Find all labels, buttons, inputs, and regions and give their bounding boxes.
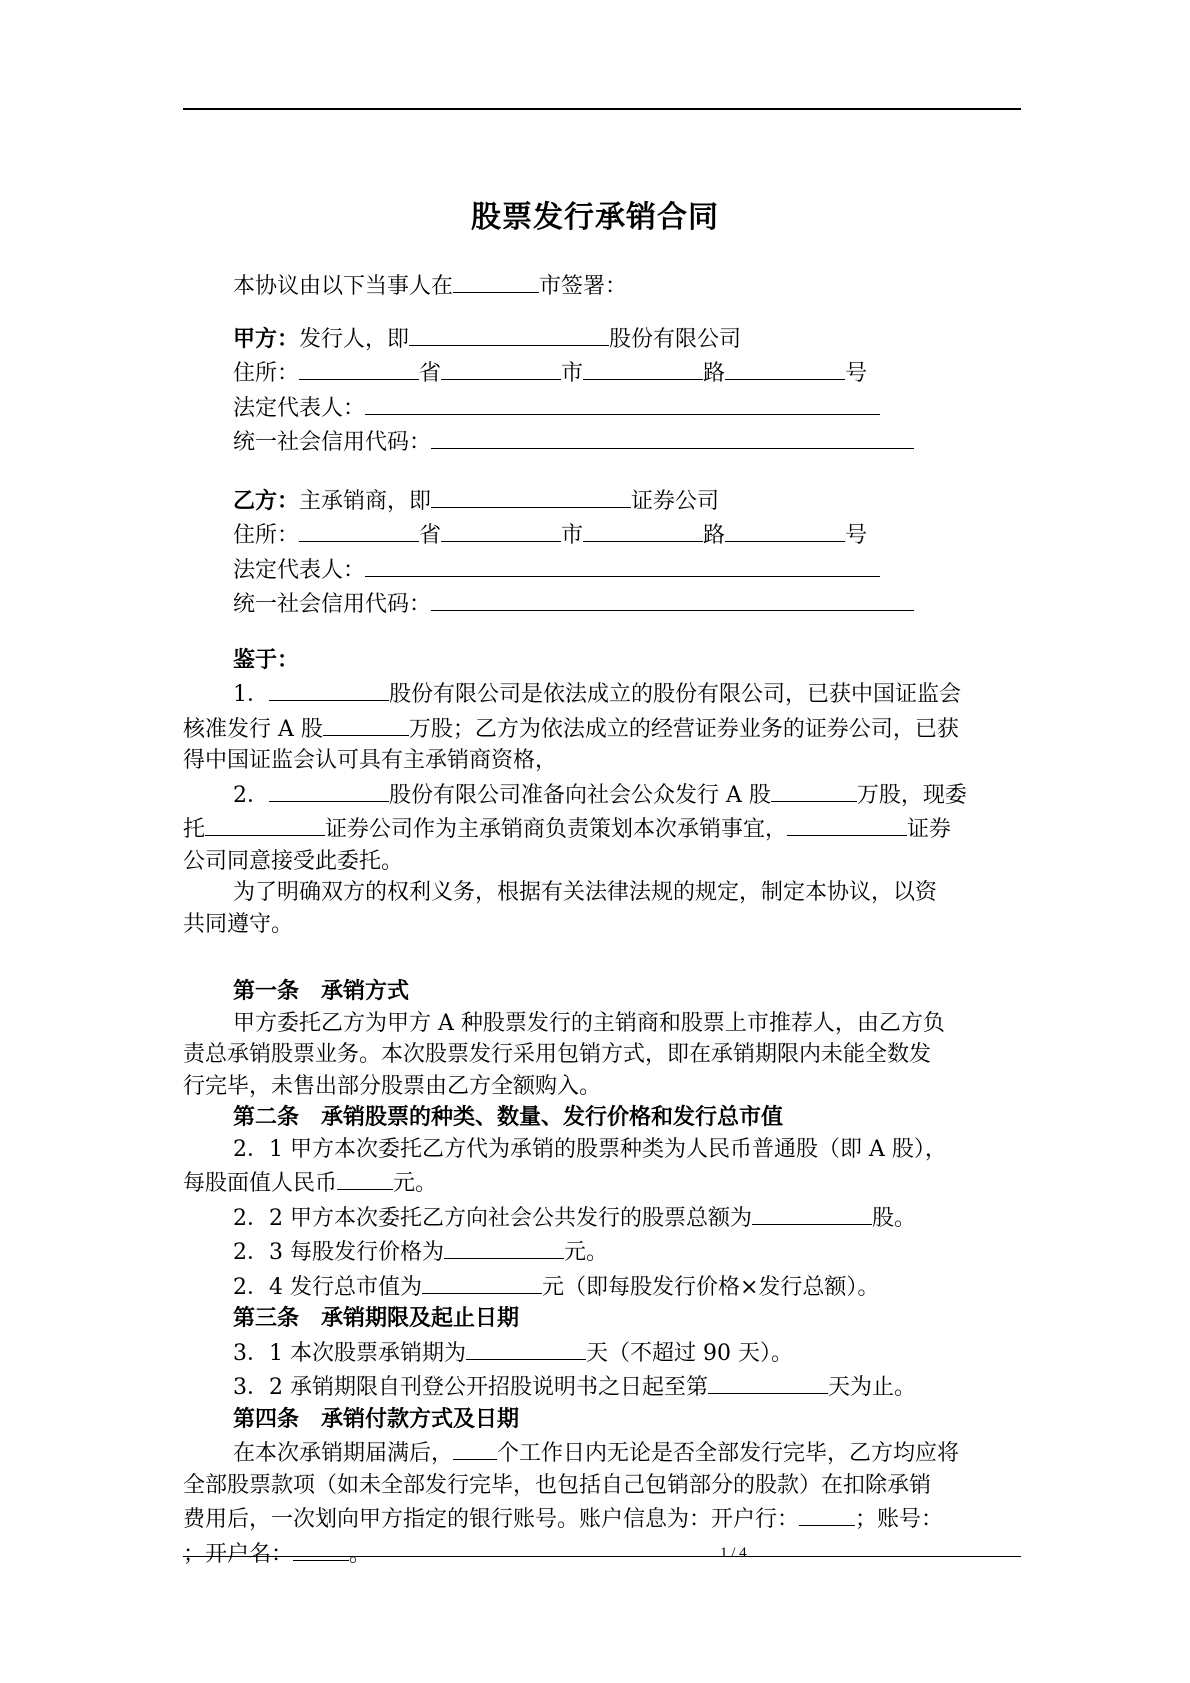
clause-text: 3．2 承销期限自刊登公开招股说明书之日起至第 <box>233 1375 708 1400</box>
whereas-item2-line1 <box>183 777 1021 812</box>
addr-road: 路 <box>703 523 726 548</box>
article3-title: 第三条 承销期限及起止日期 <box>233 1305 520 1331</box>
clause-text: 在本次承销期届满后， <box>233 1441 454 1466</box>
blank-party-a-name <box>409 321 609 346</box>
article2-clause1-line1: 2．1 甲方本次委托乙方代为承销的股票种类为人民币普通股（即 A 股）， <box>233 1136 947 1162</box>
clause-text-end: 。 <box>349 1541 372 1567</box>
blank-road <box>583 355 703 380</box>
intro-text: 本协议由以下当事人在 <box>233 274 454 299</box>
article2-clause4 <box>183 1269 1021 1304</box>
clause-text-end: ；账号： <box>855 1507 944 1532</box>
party-a-name-pre: 发行人，即 <box>299 326 410 352</box>
article3-clause1 <box>183 1335 1021 1370</box>
whereas-item2-line2 <box>183 811 1021 846</box>
whereas-item2-text-d: 证券公司作为主承销商负责策划本次承销事宜， <box>325 817 788 842</box>
party-a-name-line <box>183 321 1021 356</box>
article4-text-line3 <box>183 1501 1021 1536</box>
article2-clause2 <box>183 1200 1021 1235</box>
party-b-address-line <box>183 517 1021 552</box>
party-b-credit-line <box>183 586 1021 621</box>
blank-securities-co <box>205 811 325 836</box>
footer-rule <box>183 1556 1021 1557</box>
party-b-name-post: 证券公司 <box>631 488 720 514</box>
blank-city <box>441 355 561 380</box>
party-a-label: 甲方： <box>233 325 300 352</box>
article1-text-line3: 行完毕，未售出部分股票由乙方全额购入。 <box>183 1073 602 1099</box>
clause-text: ；开户名： <box>183 1541 294 1567</box>
clause-text-end: 元。 <box>393 1171 438 1196</box>
addr-road: 路 <box>703 361 726 386</box>
item-number: 2． <box>233 782 269 808</box>
addr-number: 号 <box>845 523 868 548</box>
whereas-item1-line2 <box>183 711 1021 746</box>
party-a-rep-line <box>183 390 1021 425</box>
blank-securities-co-2 <box>787 811 907 836</box>
article2-title: 第二条 承销股票的种类、数量、发行价格和发行总市值 <box>233 1104 784 1130</box>
blank-days <box>466 1335 586 1360</box>
party-b-address-label: 住所： <box>233 523 300 548</box>
clause-text-end: 天为止。 <box>828 1375 917 1400</box>
clause-text-end: 元（即每股发行价格×发行总额）。 <box>542 1274 880 1300</box>
addr-city: 市 <box>561 523 584 548</box>
party-b-rep-label: 法定代表人： <box>233 557 366 583</box>
party-b-name-pre: 主承销商，即 <box>299 488 432 514</box>
blank-shares <box>323 711 409 736</box>
purpose-line1: 为了明确双方的权利义务，根据有关法律法规的规定，制定本协议，以资 <box>233 880 938 905</box>
blank-bank <box>799 1501 855 1526</box>
blank-shares <box>771 777 857 802</box>
article1-text-line1: 甲方委托乙方为甲方 A 种股票发行的主销商和股票上市推荐人，由乙方负 <box>233 1010 945 1036</box>
clause-text: 2．4 发行总市值为 <box>233 1274 422 1300</box>
blank-province <box>299 355 419 380</box>
addr-city: 市 <box>561 361 584 386</box>
blank-company <box>269 676 389 701</box>
blank-price <box>444 1234 564 1259</box>
blank-company <box>269 777 389 802</box>
article4-text-line1 <box>183 1435 1021 1470</box>
article2-clause3 <box>183 1234 1021 1269</box>
addr-province: 省 <box>419 523 442 548</box>
clause-text-end: 个工作日内无论是否全部发行完毕，乙方均应将 <box>497 1441 960 1466</box>
blank-city <box>453 268 539 293</box>
whereas-item2-line3: 公司同意接受此委托。 <box>183 848 404 874</box>
whereas-label: 鉴于： <box>233 646 300 673</box>
clause-text: 费用后，一次划向甲方指定的银行账号。账户信息为：开户行： <box>183 1507 800 1532</box>
party-b-credit-label: 统一社会信用代码： <box>233 592 432 617</box>
clause-text: 3．1 本次股票承销期为 <box>233 1340 466 1366</box>
article3-clause2 <box>183 1369 1021 1404</box>
blank-credit-code <box>431 586 914 611</box>
blank-road <box>583 517 703 542</box>
document-title: 股票发行承销合同 <box>471 200 719 235</box>
whereas-item2-text-c: 托 <box>183 817 206 842</box>
article1-title: 第一条 承销方式 <box>233 978 410 1004</box>
blank-number <box>725 517 845 542</box>
party-b-rep-line <box>183 552 1021 587</box>
blank-city <box>441 517 561 542</box>
party-b-label: 乙方： <box>233 487 300 514</box>
blank-party-b-name <box>431 483 631 508</box>
blank-number <box>725 355 845 380</box>
blank-credit-code <box>431 424 914 449</box>
item-number: 1． <box>233 682 269 707</box>
party-a-name-post: 股份有限公司 <box>609 326 742 352</box>
article1-text-line2: 责总承销股票业务。本次股票发行采用包销方式，即在承销期限内未能全数发 <box>183 1042 932 1067</box>
header-rule <box>183 108 1021 110</box>
blank-market-value <box>422 1269 542 1294</box>
whereas-item1-line3: 得中国证监会认可具有主承销商资格， <box>183 748 558 773</box>
clause-text: 2．3 每股发行价格为 <box>233 1240 444 1265</box>
intro-line <box>183 268 1021 303</box>
whereas-item2-text-e: 证券 <box>907 817 952 842</box>
blank-workdays <box>453 1435 497 1460</box>
document-body <box>183 268 1021 1570</box>
whereas-item1-text-b: 核准发行 A 股 <box>183 716 323 742</box>
article4-text-line4 <box>183 1536 1021 1571</box>
whereas-item2-text: 股份有限公司准备向社会公众发行 A 股 <box>389 782 771 808</box>
party-a-credit-line <box>183 424 1021 459</box>
party-a-credit-label: 统一社会信用代码： <box>233 430 432 455</box>
blank-province <box>299 517 419 542</box>
whereas-item1-text: 股份有限公司是依法成立的股份有限公司，已获中国证监会 <box>389 682 962 707</box>
blank-representative <box>365 552 880 577</box>
page-number: 1 / 4 <box>720 1545 747 1561</box>
clause-text-end: 天（不超过 90 天）。 <box>586 1340 793 1366</box>
blank-total-shares <box>752 1200 872 1225</box>
addr-province: 省 <box>419 361 442 386</box>
blank-face-value <box>337 1165 393 1190</box>
party-a-address-label: 住所： <box>233 361 300 386</box>
blank-representative <box>365 390 880 415</box>
party-a-address-line <box>183 355 1021 390</box>
article2-clause1-line2 <box>183 1165 1021 1200</box>
party-b-name-line <box>183 483 1021 518</box>
clause-text: 每股面值人民币 <box>183 1171 338 1196</box>
whereas-item1-line1 <box>183 676 1021 711</box>
clause-text: 2．2 甲方本次委托乙方向社会公共发行的股票总额为 <box>233 1205 752 1231</box>
whereas-item2-text-b: 万股，现委 <box>856 782 967 808</box>
article4-text-line2: 全部股票款项（如未全部发行完毕，也包括自己包销部分的股款）在扣除承销 <box>183 1472 932 1498</box>
intro-text-end: 市签署： <box>539 274 628 299</box>
blank-end-day <box>708 1369 828 1394</box>
party-a-rep-label: 法定代表人： <box>233 395 366 421</box>
purpose-line2: 共同遵守。 <box>183 911 294 937</box>
clause-text-end: 元。 <box>564 1240 609 1265</box>
whereas-item1-text-c: 万股；乙方为依法成立的经营证券业务的证券公司，已获 <box>408 716 959 742</box>
addr-number: 号 <box>845 361 868 386</box>
clause-text-end: 股。 <box>872 1205 917 1231</box>
article4-title: 第四条 承销付款方式及日期 <box>233 1405 520 1432</box>
